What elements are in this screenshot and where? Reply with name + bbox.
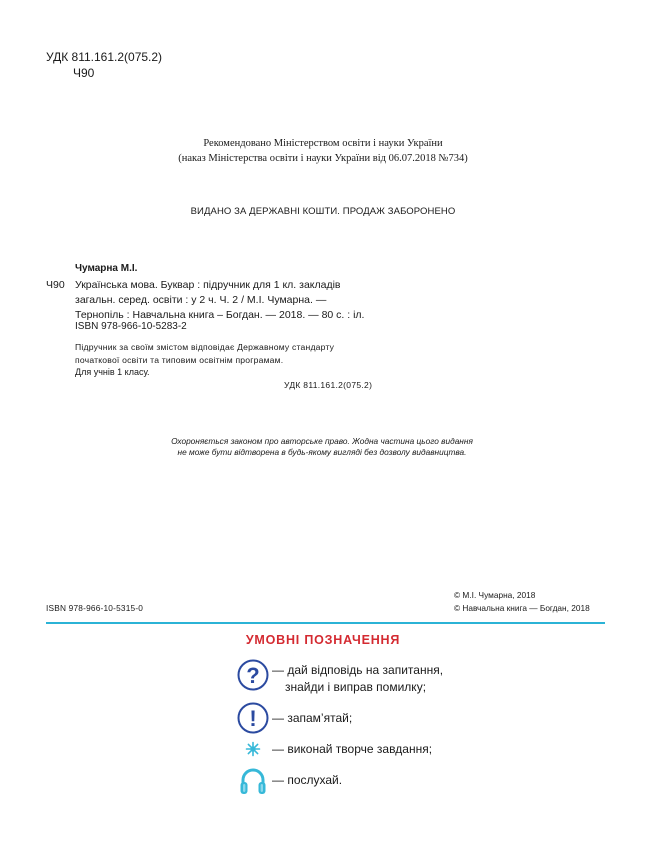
exclamation-icon	[237, 702, 269, 734]
legend-question-line-2: знайди і виправ помилку;	[285, 680, 427, 694]
legend-item-headphones	[272, 772, 342, 789]
author-mark: Ч90	[73, 66, 95, 80]
legend-item-question	[272, 662, 443, 696]
legend-exclamation-line-1: — запам’ятай;	[272, 711, 353, 725]
catalog-audience: Для учнів 1 класу.	[75, 367, 150, 377]
catalog-description	[75, 276, 387, 323]
udk-code: УДК 811.161.2(075.2)	[46, 50, 163, 64]
headphones-icon	[238, 765, 268, 797]
legal-line-2: не може бути відтворена в будь-якому вигляді без дозволу видавництва.	[177, 447, 467, 457]
annotation-line-1: Підручник за своїм змістом відповідає Державному стандарту	[75, 342, 335, 352]
catalog-line-1: Українська мова. Буквар : підручник для 1 кл. закладів	[75, 279, 341, 291]
catalog-annotation	[75, 341, 387, 367]
legend-title: УМОВНІ ПОЗНАЧЕННЯ	[245, 633, 401, 647]
annotation-line-2: початкової освіти та типовим освітнім програмам.	[75, 355, 284, 365]
copyright-publisher: © Навчальна книга — Богдан, 2018	[454, 603, 590, 613]
question-icon	[237, 659, 269, 691]
catalog-line-3: Тернопіль : Навчальна книга – Богдан. — 2018. — 80 с. : іл.	[75, 309, 365, 321]
star-icon	[245, 741, 261, 757]
copyright-author: © М.І. Чумарна, 2018	[454, 590, 536, 600]
catalog-isbn: ISBN 978-966-10-5283-2	[75, 321, 187, 332]
imprint-isbn: ISBN 978-966-10-5315-0	[46, 603, 144, 613]
svg-text:?: ?	[246, 663, 260, 688]
legend-item-exclamation	[272, 710, 352, 727]
legal-line-1: Охороняється законом про авторське право. Жодна частина цього видання	[171, 436, 473, 446]
legend-headphones-line-1: — послухай.	[272, 773, 343, 787]
catalog-code: Ч90	[46, 279, 65, 291]
svg-text:!: !	[249, 706, 257, 731]
recommendation-line-2: (наказ Міністерства освіти і науки України від 06.07.2018 №734)	[178, 153, 468, 164]
legend-star-line-1: — виконай творче завдання;	[272, 742, 433, 756]
divider-rule	[46, 622, 605, 624]
catalog-line-2: загальн. серед. освіти : у 2 ч. Ч. 2 / М.І. Чумарна. —	[75, 294, 327, 306]
recommendation-line-1: Рекомендовано Міністерством освіти і науки України	[203, 138, 443, 149]
funded-notice: ВИДАНО ЗА ДЕРЖАВНІ КОШТИ. ПРОДАЖ ЗАБОРОНЕНО	[190, 206, 456, 217]
catalog-udk: УДК 811.161.2(075.2)	[284, 380, 373, 390]
legend-item-star	[272, 741, 432, 758]
catalog-author: Чумарна М.І.	[75, 263, 138, 274]
legend-question-line-1: — дай відповідь на запитання,	[272, 663, 444, 677]
